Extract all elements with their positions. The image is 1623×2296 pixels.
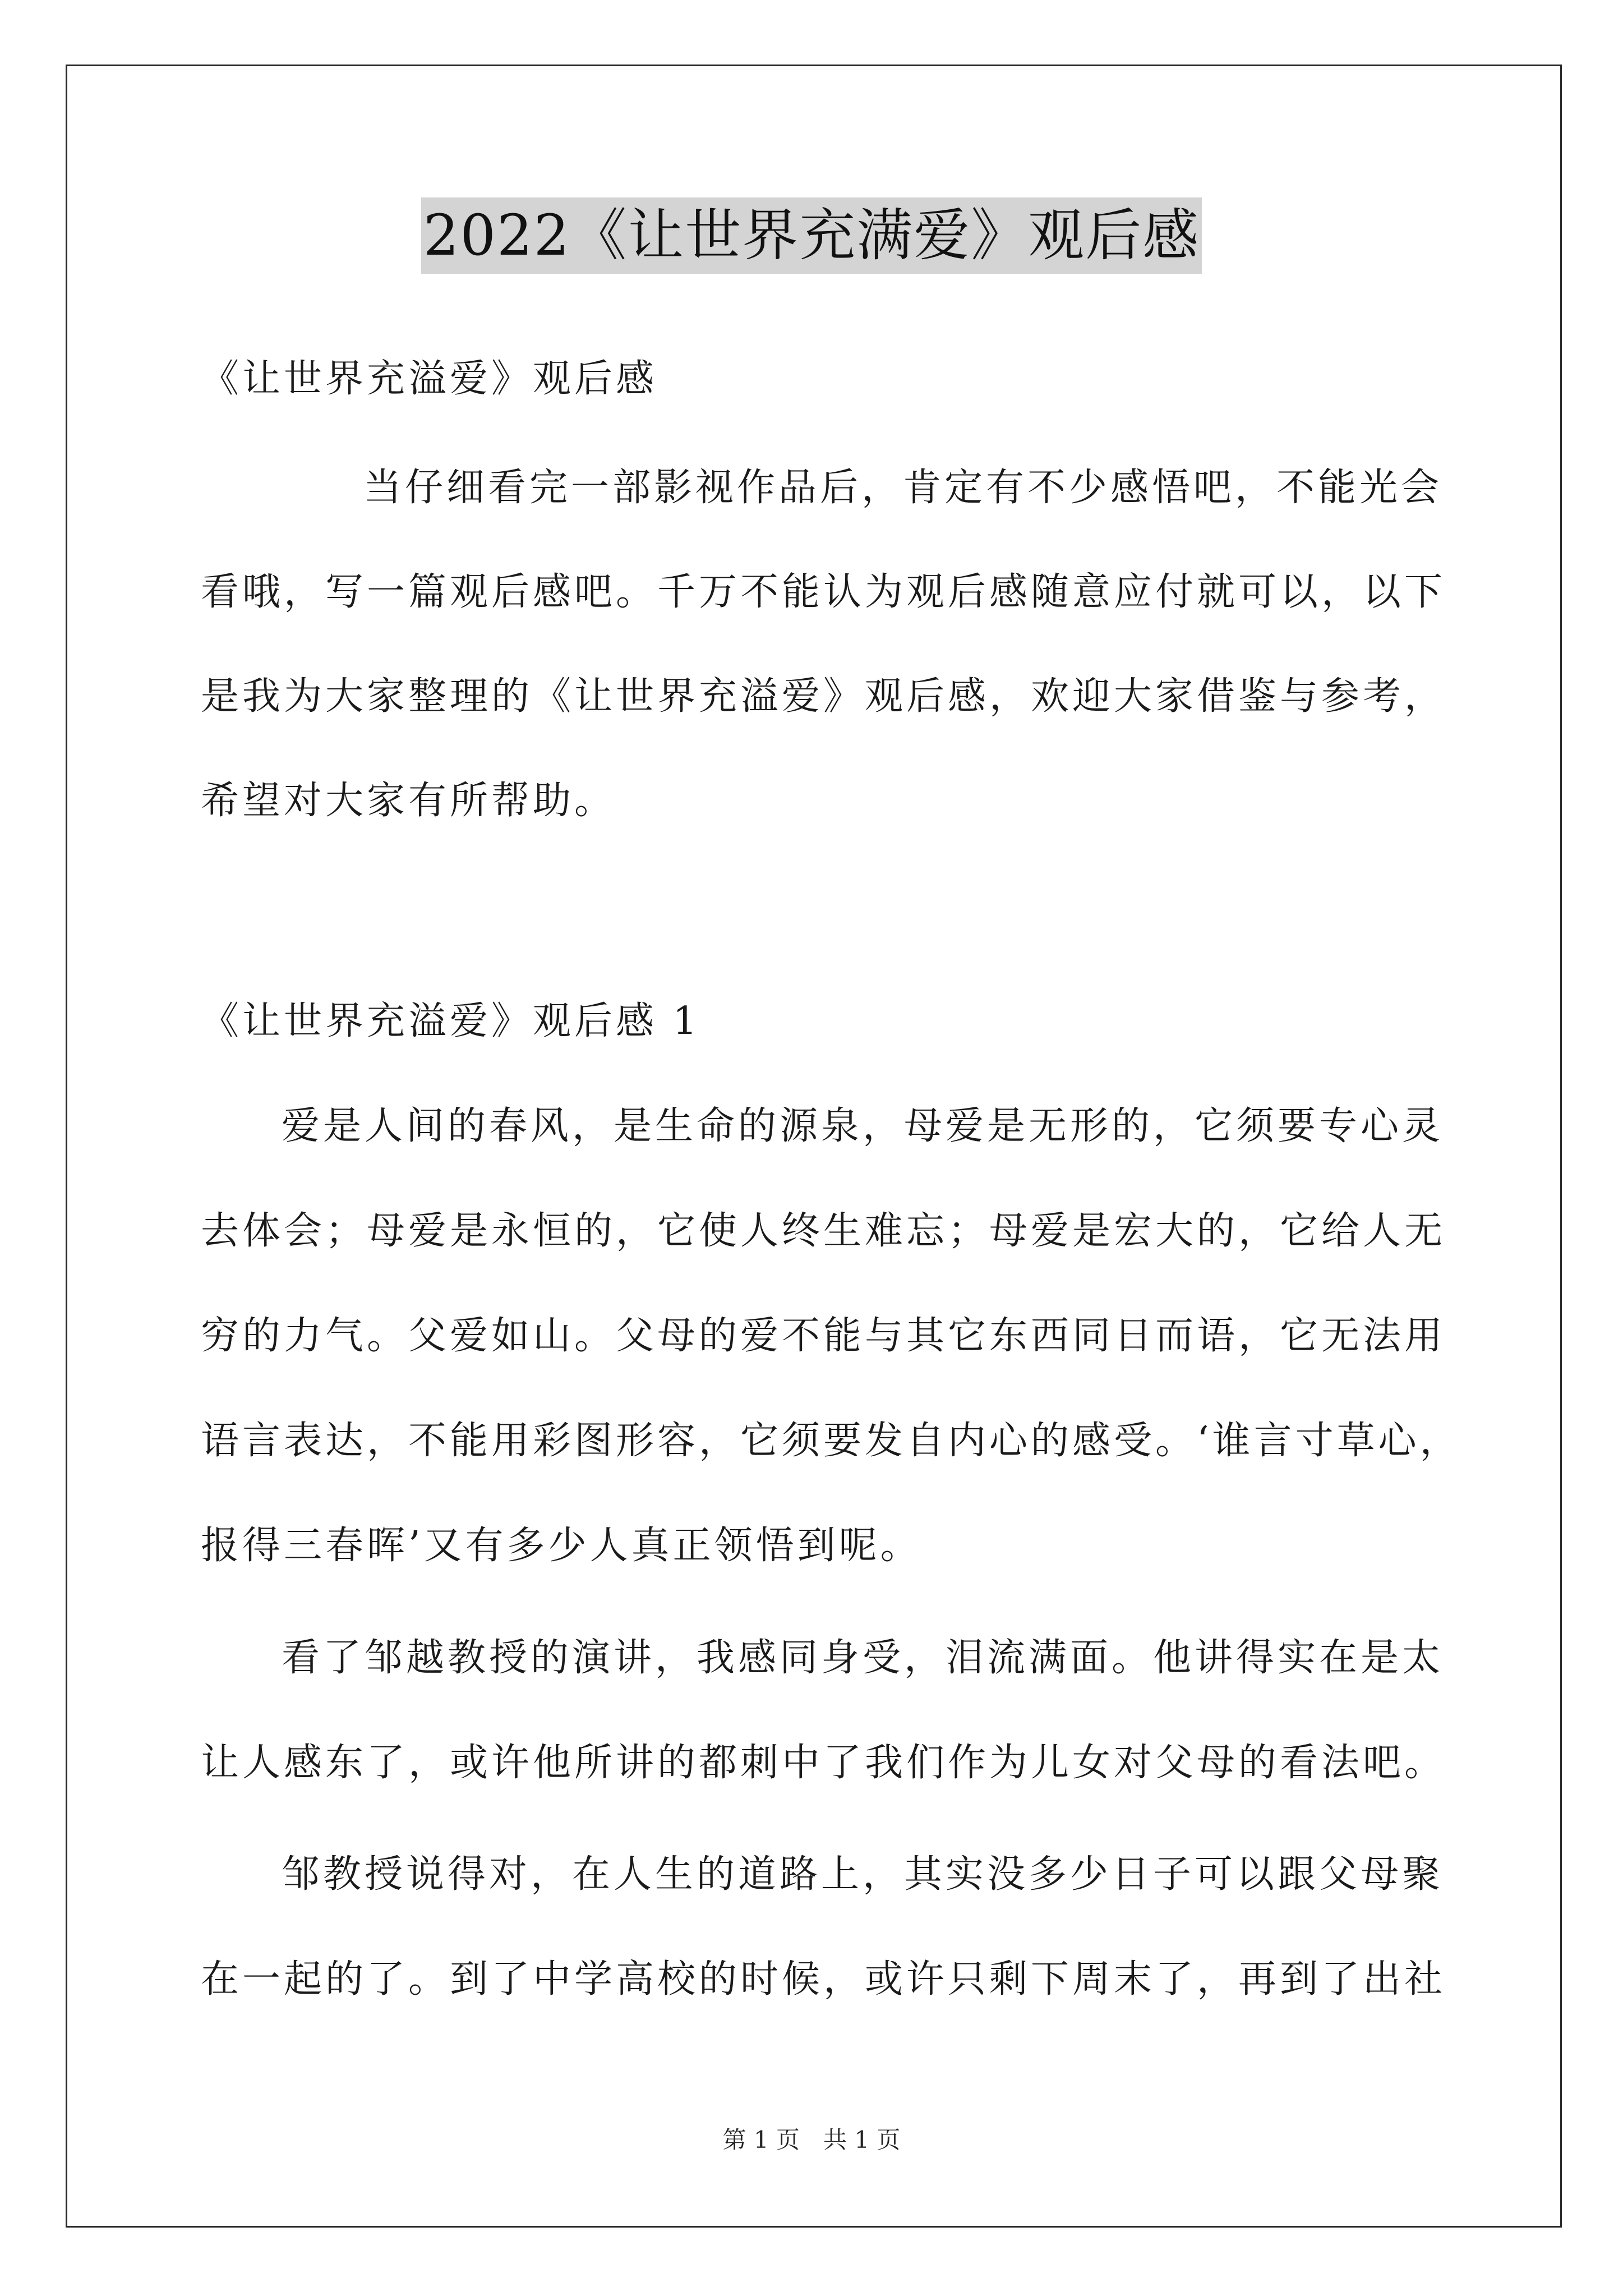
body-line: 看了邹越教授的演讲，我感同身受，泪流满面。他讲得实在是太 <box>282 1636 1444 1680</box>
body-line: 穷的力气。父爱如山。父母的爱不能与其它东西同日而语，它无法用 <box>201 1314 1446 1358</box>
document-subtitle: 《让世界充溢爱》观后感 <box>201 357 658 401</box>
body-line: 去体会；母爱是永恒的，它使人终生难忘；母爱是宏大的，它给人无 <box>201 1209 1446 1253</box>
intro-line: 看哦，写一篇观后感吧。千万不能认为观后感随意应付就可以，以下 <box>201 570 1446 614</box>
intro-line: 希望对大家有所帮助。 <box>201 779 616 823</box>
document-title: 2022《让世界充满爱》观后感 <box>421 197 1202 274</box>
body-line: 语言表达，不能用彩图形容，它须要发自内心的感受。‘谁言寸草心， <box>201 1419 1461 1463</box>
body-line: 报得三春晖’又有多少人真正领悟到呢。 <box>201 1524 922 1568</box>
body-line: 邹教授说得对，在人生的道路上，其实没多少日子可以跟父母聚 <box>282 1852 1444 1897</box>
page-footer: 第 1 页 共 1 页 <box>722 2126 901 2154</box>
body-line: 在一起的了。到了中学高校的时候，或许只剩下周末了，再到了出社 <box>201 1957 1446 2001</box>
intro-line: 是我为大家整理的《让世界充溢爱》观后感，欢迎大家借鉴与参考， <box>201 674 1446 719</box>
intro-line: 当仔细看完一部影视作品后，肯定有不少感悟吧，不能光会 <box>363 466 1443 510</box>
section-heading: 《让世界充溢爱》观后感 1 <box>201 999 700 1043</box>
body-line: 让人感东了，或许他所讲的都刺中了我们作为儿女对父母的看法吧。 <box>201 1741 1446 1785</box>
body-line: 爱是人间的春风，是生命的源泉，母爱是无形的，它须要专心灵 <box>282 1104 1444 1148</box>
